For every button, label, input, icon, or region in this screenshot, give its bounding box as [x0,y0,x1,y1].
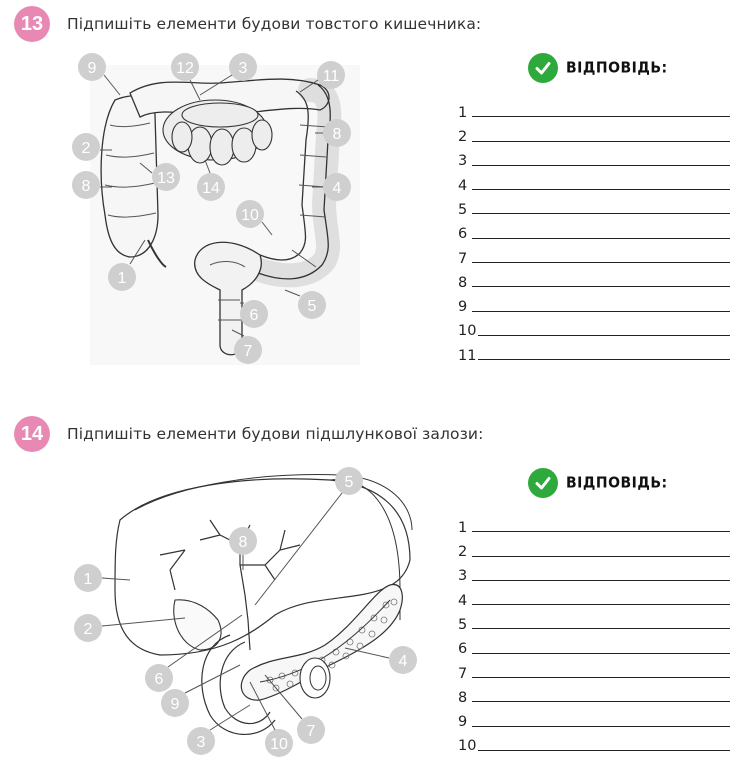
figure-label [298,291,326,319]
answer-rule[interactable] [478,359,730,360]
answer-line[interactable] [458,93,730,121]
line-number: 10 [458,738,477,755]
answer-header [528,53,668,83]
figure-label [234,336,262,364]
figure-label [161,689,189,717]
svg-text:5: 5 [344,474,354,491]
figure-label [297,716,325,744]
figure-label [108,263,136,291]
line-number: 5 [458,616,468,633]
figure-label [187,727,215,755]
figure-label [145,664,173,692]
task-14 [0,410,754,763]
figure-label [78,53,106,81]
svg-text:6: 6 [154,671,164,688]
line-number: 5 [458,201,468,218]
check-icon [528,53,558,83]
svg-text:8: 8 [81,178,91,195]
answer-line[interactable] [458,263,730,291]
line-number: 7 [458,665,468,682]
line-number: 9 [458,299,468,316]
answer-lines [458,93,730,364]
answer-line[interactable] [458,702,730,731]
line-number: 6 [458,641,468,658]
answer-line[interactable] [458,605,730,633]
answer-lines [458,508,730,755]
answer-line[interactable] [458,508,730,536]
svg-text:9: 9 [170,696,180,713]
svg-text:2: 2 [81,140,91,157]
figure-label [240,300,268,328]
answer-line[interactable] [458,336,730,364]
line-number: 4 [458,177,468,194]
answer-line[interactable] [458,678,730,706]
figure-label [171,53,199,81]
figure-label [74,564,102,592]
line-number: 3 [458,568,468,585]
figure-label-layer [0,410,440,763]
line-number: 9 [458,714,468,731]
figure-label-layer [0,0,380,400]
svg-text:13: 13 [157,170,175,187]
figure-label [317,61,345,89]
line-number: 8 [458,274,468,291]
line-number: 2 [458,544,468,561]
answer-rule[interactable] [478,750,730,751]
figure-label [197,173,225,201]
figure-label [335,467,363,495]
svg-text:5: 5 [307,298,317,315]
svg-text:9: 9 [87,60,97,77]
answer-line[interactable] [458,287,730,316]
answer-line[interactable] [458,557,730,585]
svg-text:4: 4 [398,653,408,670]
answer-line[interactable] [458,629,730,658]
svg-text:10: 10 [270,736,288,753]
line-number: 8 [458,689,468,706]
line-number: 7 [458,250,468,267]
answer-line[interactable] [458,214,730,243]
task-title: Підпишіть елементи будови товстого кишечника: [67,15,482,33]
answer-header [528,468,668,498]
figure-label [229,53,257,81]
answer-line[interactable] [458,142,730,170]
line-number: 6 [458,226,468,243]
svg-text:3: 3 [196,734,206,751]
line-number: 11 [458,347,477,364]
figure-label [265,729,293,757]
answer-line[interactable] [458,532,730,561]
figure-label [72,171,100,199]
answer-line[interactable] [458,190,730,218]
svg-text:12: 12 [176,60,194,77]
check-icon [528,468,558,498]
answer-line[interactable] [458,581,730,609]
svg-text:6: 6 [249,307,259,324]
svg-text:1: 1 [117,270,127,287]
figure-label [389,646,417,674]
answer-line[interactable] [458,239,730,267]
task-title: Підпишіть елементи будови підшлункової залози: [67,425,484,443]
svg-text:7: 7 [243,343,253,360]
svg-text:2: 2 [83,621,93,638]
figure-label [236,200,264,228]
answer-line[interactable] [458,312,730,340]
svg-text:10: 10 [241,207,259,224]
svg-text:3: 3 [238,60,248,77]
task-number-badge: 13 [14,6,50,42]
svg-text:4: 4 [332,180,342,197]
svg-text:11: 11 [322,68,340,85]
answer-line[interactable] [458,654,730,682]
answer-line[interactable] [458,727,730,755]
svg-text:1: 1 [83,571,93,588]
figure-label [74,614,102,642]
line-number: 3 [458,153,468,170]
svg-text:8: 8 [332,126,342,143]
answer-label: ВІДПОВІДЬ: [566,474,668,492]
line-number: 1 [458,104,468,121]
figure-label [229,527,257,555]
line-number: 2 [458,129,468,146]
svg-text:8: 8 [238,534,248,551]
line-number: 4 [458,592,468,609]
task-number-badge: 14 [14,416,50,452]
line-number: 10 [458,323,477,340]
line-number: 1 [458,519,468,536]
answer-line[interactable] [458,117,730,146]
svg-text:7: 7 [306,723,316,740]
answer-label: ВІДПОВІДЬ: [566,59,668,77]
figure-label [323,119,351,147]
svg-text:14: 14 [202,180,220,197]
figure-label [72,133,100,161]
figure-label [323,173,351,201]
figure-label [152,163,180,191]
answer-line[interactable] [458,166,730,194]
